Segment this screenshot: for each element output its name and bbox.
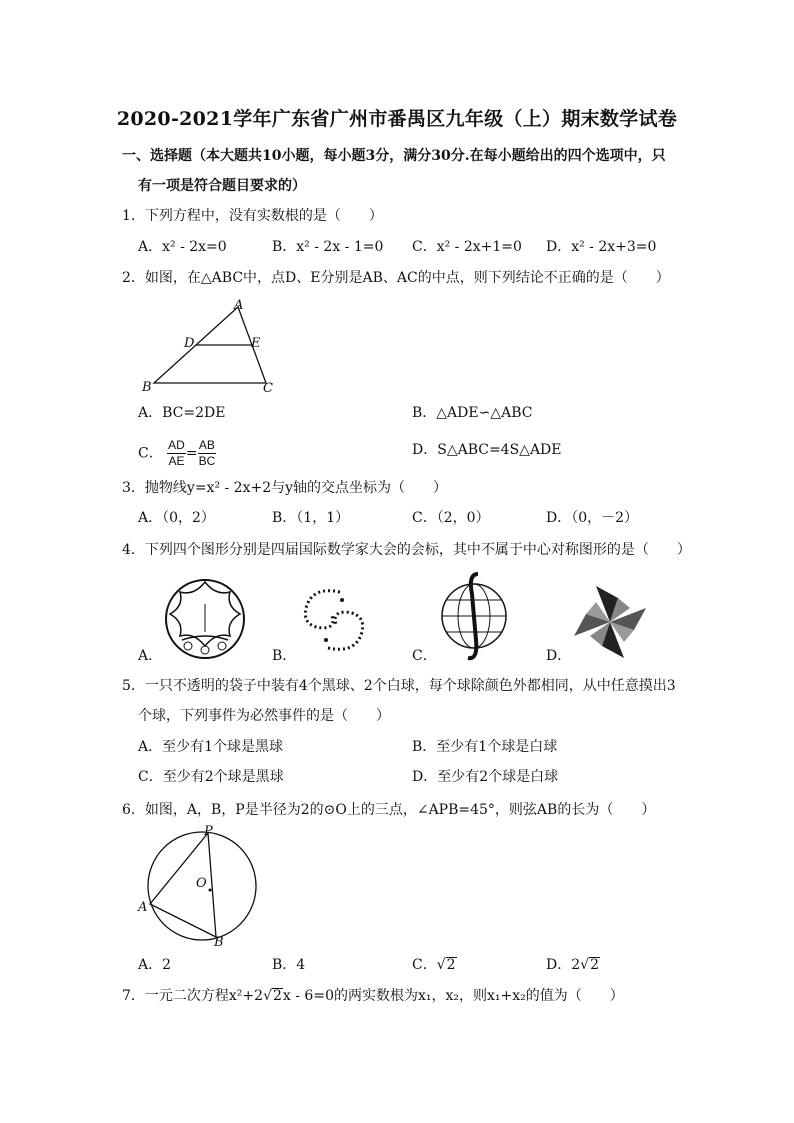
q5-option-d: D．至少有2个球是白球 [412, 769, 559, 785]
q5-stem-line2: 个球，下列事件为必然事件的是（ ） [138, 708, 390, 724]
q6-option-c-radicand: 2 [446, 957, 456, 973]
q3-option-b: B．（1，1） [272, 510, 350, 526]
q3-option-a: A．（0，2） [138, 510, 215, 526]
q6-option-b: B．4 [272, 957, 306, 973]
q1-stem: 1．下列方程中，没有实数根的是（ ） [122, 208, 383, 224]
q4-option-c: C． [412, 648, 437, 664]
q2-label-e: E [251, 336, 261, 351]
q6-label-a: A [138, 900, 148, 915]
q6-label-b: B [214, 935, 224, 948]
q6-label-o: O [196, 876, 207, 891]
q2-option-c: C． $\frac{AD}{AE}$ = $\frac{AB}{BC}$ [138, 438, 216, 468]
q1-option-d: D．x² - 2x+3=0 [546, 239, 657, 255]
q1-option-c: C．x² - 2x+1=0 [412, 239, 522, 255]
fraction-denominator: BC [198, 454, 216, 468]
section-heading-line2: 有一项是符合题目要求的） [138, 178, 306, 194]
q4-option-b: B． [272, 648, 297, 664]
q2-option-d: D．S△ABC=4S△ADE [412, 442, 562, 458]
q4-stem: 4．下列四个图形分别是四届国际数学家大会的会标，其中不属于中心对称图形的是（ ） [122, 542, 691, 558]
q6-label-p: P [204, 824, 213, 839]
q1-option-b: B．x² - 2x - 1=0 [272, 239, 384, 255]
fraction-numerator: AD [168, 438, 185, 452]
page-title: 2020-2021学年广东省广州市番禺区九年级（上）期末数学试卷 [116, 108, 678, 130]
q2-label-c: C [263, 381, 273, 396]
q6-circle-figure [134, 824, 264, 952]
q2-triangle-figure [130, 295, 290, 404]
q7-stem-suffix: x - 6=0的两实数根为x₁，x₂，则x₁+x₂的值为（ ） [282, 988, 624, 1004]
q6-option-a: A．2 [138, 957, 172, 973]
q6-option-c-prefix: C． [412, 957, 437, 973]
q3-option-c: C．（2，0） [412, 510, 490, 526]
q4-emblem-c [432, 570, 516, 666]
q3-stem: 3．抛物线y=x² - 2x+2与y轴的交点坐标为（ ） [122, 480, 448, 496]
q6-option-d-prefix: D．2 [546, 957, 581, 973]
q6-option-c: C．√2 [412, 957, 456, 973]
q6-option-d-radicand: 2 [590, 957, 599, 973]
fraction-denominator: AE [168, 454, 185, 468]
q2-option-c-fraction-2 [198, 438, 217, 469]
q7-radicand: 2 [272, 988, 282, 1004]
q2-option-c-prefix: C． [138, 445, 163, 462]
q2-stem: 2．如图，在△ABC中，点D、E分别是AB、AC的中点，则下列结论不正确的是（ ） [122, 270, 670, 286]
q7-stem-prefix: 7．一元二次方程x²+2 [122, 988, 264, 1004]
q4-option-a: A． [138, 648, 163, 664]
q5-option-c: C．至少有2个球是黑球 [138, 769, 284, 785]
q6-stem: 6．如图，A，B，P是半径为2的⊙O上的三点，∠APB=45°，则弦AB的长为（ ） [122, 802, 656, 818]
q3-option-d: D．（0，－2） [546, 510, 639, 526]
q2-option-a: A．BC=2DE [138, 405, 226, 421]
q7-stem: 7．一元二次方程x²+2√2x - 6=0的两实数根为x₁，x₂，则x₁+x₂的值为（ ） [122, 988, 624, 1004]
q2-label-d: D [184, 336, 195, 351]
q2-option-b: B．△ADE∽△ABC [412, 405, 533, 421]
q4-option-d: D． [546, 648, 572, 664]
q4-emblem-b [292, 578, 376, 666]
q2-label-b: B [142, 380, 152, 395]
q2-label-a: A [234, 298, 244, 313]
q5-stem-line1: 5．一只不透明的袋子中装有4个黑球、2个白球，每个球除颜色外都相同，从中任意摸出3 [122, 678, 676, 694]
fraction-numerator: AB [198, 438, 215, 452]
q4-emblem-a [160, 574, 250, 668]
q6-option-d: D．2√2 [546, 957, 599, 973]
q4-emblem-d [570, 582, 650, 666]
q1-option-a: A．x² - 2x=0 [138, 239, 227, 255]
section-heading-line1: 一、选择题（本大题共10小题，每小题3分，满分30分.在每小题给出的四个选项中，只 [122, 148, 666, 164]
q2-option-c-fraction-1 [167, 438, 186, 469]
q5-option-b: B．至少有1个球是白球 [412, 739, 558, 755]
q5-option-a: A．至少有1个球是黑球 [138, 739, 284, 755]
